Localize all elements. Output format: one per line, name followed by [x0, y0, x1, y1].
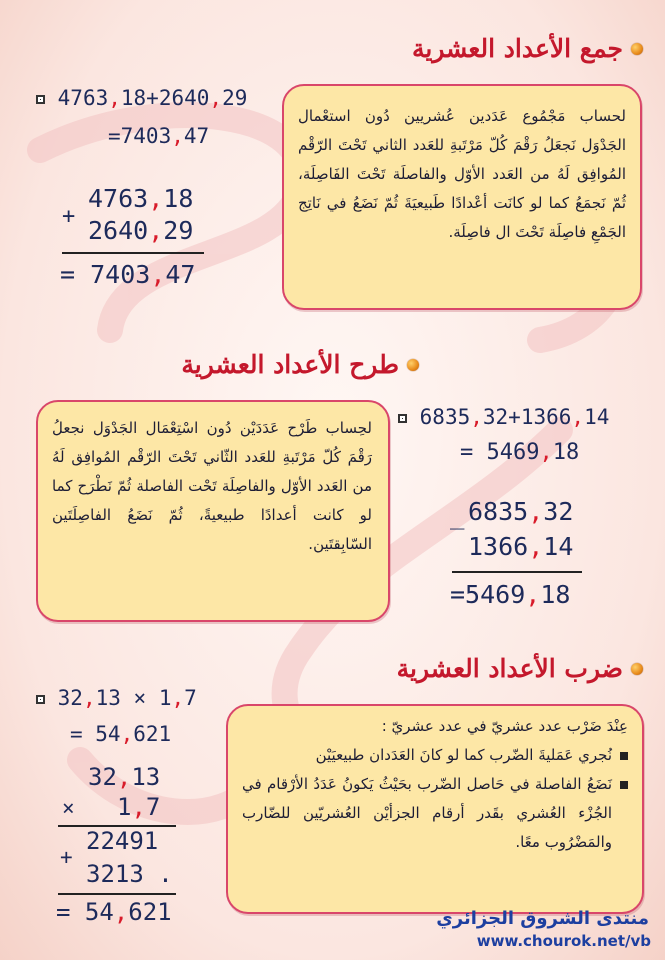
addition-column-result: = 7403,47 [60, 260, 196, 289]
orange-bullet-icon [631, 663, 643, 675]
orange-bullet-icon [407, 359, 419, 371]
square-bullet-icon [36, 95, 45, 104]
addition-rule-box [282, 84, 642, 310]
addition-column-operand-a: 4763,18 [88, 184, 194, 213]
multiplication-rule-step-2: نَضَعُ الفاصلة في حَاصل الضّرب بحَيْثُ يَكونُ عَدَدُ الأرْقام في الجُزْء العُشري بقَدر أرقام الجزأيْن العُشريّين للضّارب والمَضْرُوب معًا. [242, 770, 628, 857]
multiplication-rule-box [226, 704, 644, 914]
multiplication-rule-step-1: نُجري عَمَليةَ الضّرب كما لو كانَ العَدَدان طبيعيَيْن [242, 741, 628, 770]
forum-watermark-url[interactable]: www.chourok.net/vb [476, 932, 651, 950]
multiplication-times-sign: × [62, 796, 75, 820]
subtraction-equation-result: = 5469,18 [460, 440, 580, 465]
subtraction-difference-line [452, 571, 582, 573]
addition-equation: 4763,18+2640,29 [36, 86, 247, 110]
addition-rule-text: لحساب مَجْمُوع عَدَدين عُشريين دُون استعْمال الجَدْوَل نَجعَلُ رَقْمَ كُلّ مَرْتَبةِ للعَدد الثاني تَحْتَ الرّقْم المُوافِق لَهُ من العَدد الأوّل والفاصلَة تَحْتَ الفَاصِلَة، ثُمّ نَجمَعُ كما لو كانَت أعْدادًا طَبيعيَةَ ثُمّ نَضَعُ في نَاتِج الجَمْعِ فاصِلَة تَحْتَ ال فاصِلَة. [298, 107, 626, 241]
subtraction-column-operand-b: 1366,14 [468, 532, 574, 561]
multiplication-column-result: = 54,621 [56, 898, 172, 926]
subtraction-rule-box [36, 400, 390, 622]
subtraction-minus-sign: _ [450, 502, 465, 530]
multiplication-column-operand-b: 1,7 [117, 793, 161, 821]
section-title-subtraction: طرح الأعداد العشرية [181, 350, 419, 379]
multiplication-sum-line [58, 893, 176, 895]
multiplication-plus-sign: + [60, 845, 73, 869]
subtraction-equation: 6835,32+1366,14 [398, 405, 609, 429]
addition-sum-line [62, 252, 204, 254]
multiplication-equation: 32,13 × 1,7 [36, 686, 197, 710]
square-bullet-icon [36, 695, 45, 704]
addition-plus-sign: + [62, 204, 76, 229]
square-bullet-icon [398, 414, 407, 423]
section-title-addition: جمع الأعداد العشرية [412, 34, 643, 63]
orange-bullet-icon [631, 43, 643, 55]
multiplication-partial-product-2: 3213 . [86, 860, 173, 888]
subtraction-rule-text: لحِساب طَرْح عَدَدَيْن دُون اسْتِعْمَال الجَدْوَل نجعلُ رَقْمَ كُلّ مَرْتَبةِ للعَدد الثّاني تَحْتَ الرّقْم المُوافِق لَهُ من العَدد الأوّل والفاصِلَة تَحْت الفاصلة ثُمّ نَطْرَح كما لو كانت أعدادًا طبيعيةً، ثُمّ نَضَعُ الفاصِلَتَين السّابِقتَين. [52, 419, 372, 553]
multiplication-partial-product-1: 22491 [86, 827, 159, 855]
multiplication-equation-result: = 54,621 [70, 722, 172, 746]
addition-column-operand-b: 2640,29 [88, 216, 194, 245]
multiplication-column-operand-a: 32,13 [88, 763, 161, 791]
addition-equation-result: =7403,47 [108, 124, 210, 148]
subtraction-column-result: =5469,18 [450, 580, 571, 609]
forum-watermark-name: منتدى الشروق الجزائري [436, 908, 649, 929]
multiplication-rule-intro: عِنْدَ ضَرْب عدد عشريّ في عدد عشريّ : [381, 717, 628, 735]
section-title-multiplication: ضرب الأعداد العشرية [397, 654, 643, 683]
subtraction-column-operand-a: 6835,32 [468, 497, 574, 526]
